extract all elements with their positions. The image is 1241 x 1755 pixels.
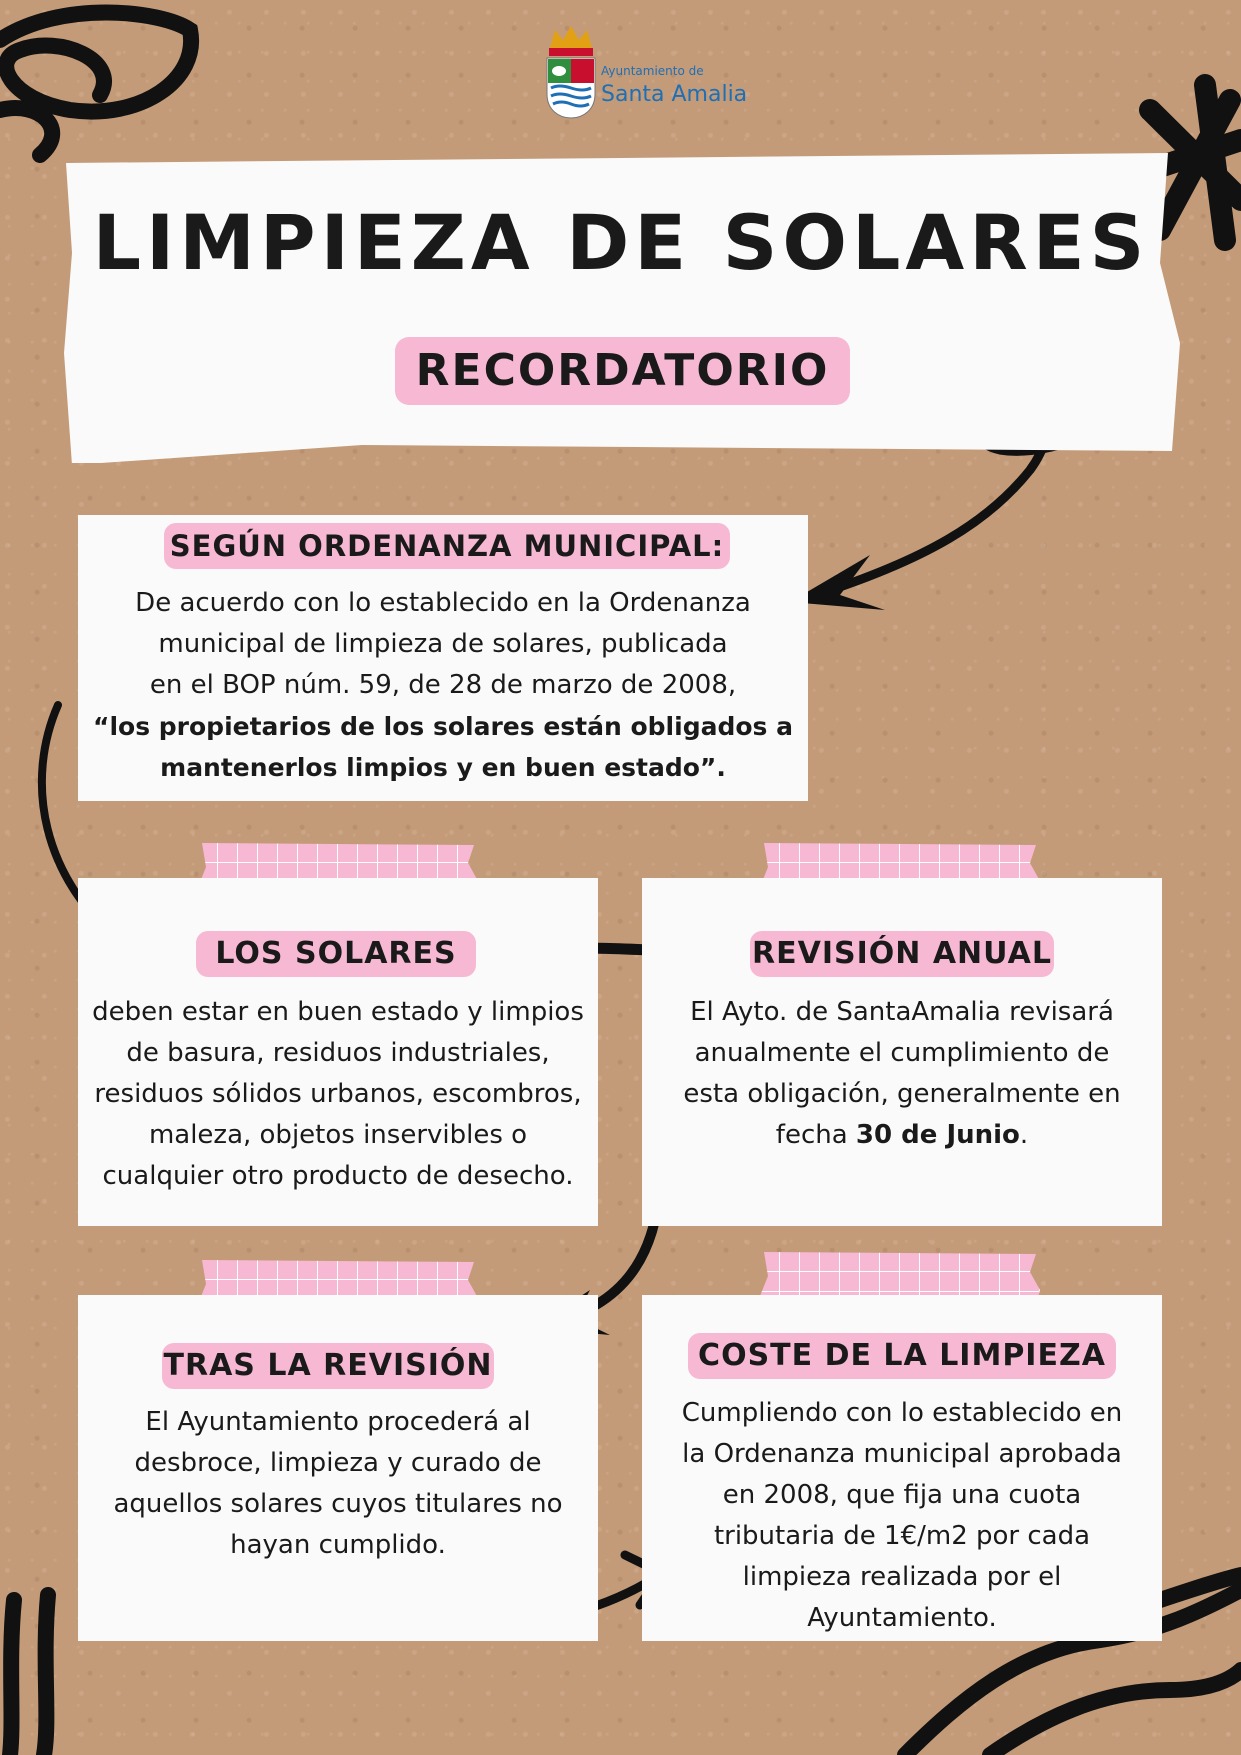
tras-line: El Ayuntamiento procederá al: [145, 1407, 531, 1437]
revision-date: 30 de Junio: [855, 1120, 1020, 1150]
ordenanza-text: [78, 583, 808, 788]
card-revision-anual: [642, 878, 1162, 1226]
coste-line: Ayuntamiento.: [807, 1603, 997, 1633]
card-tras-la-revision: [78, 1295, 598, 1641]
coste-line: tributaria de 1€/m2 por cada: [713, 1521, 1091, 1551]
coste-text: [642, 1393, 1162, 1639]
coste-line: en 2008, que fija una cuota: [722, 1480, 1082, 1510]
solares-line: cualquier otro producto de desecho.: [102, 1161, 574, 1191]
tras-line: hayan cumplido.: [230, 1530, 446, 1560]
solares-heading: LOS SOLARES: [196, 931, 476, 977]
revision-line: anualmente el cumplimiento de: [694, 1038, 1110, 1068]
logo-town-name: Santa Amalia: [601, 82, 748, 107]
revision-heading: REVISIÓN ANUAL: [750, 931, 1054, 977]
ordenanza-line: en el BOP núm. 59, de 28 de marzo de 2008,: [149, 670, 737, 700]
revision-text: [642, 992, 1162, 1156]
tras-heading: TRAS LA REVISIÓN: [162, 1343, 494, 1389]
ordenanza-heading: SEGÚN ORDENANZA MUNICIPAL:: [164, 523, 730, 569]
card-los-solares: [78, 878, 598, 1226]
page-subtitle: RECORDATORIO: [395, 337, 850, 405]
coste-line: la Ordenanza municipal aprobada: [682, 1439, 1122, 1469]
solares-line: deben estar en buen estado y limpios: [92, 997, 584, 1027]
tras-line: desbroce, limpieza y curado de: [134, 1448, 542, 1478]
tras-line: aquellos solares cuyos titulares no: [113, 1489, 563, 1519]
card-ordenanza: [78, 515, 808, 801]
ordenanza-quote-line: mantenerlos limpios y en buen estado”.: [160, 753, 726, 782]
solares-line: maleza, objetos inservibles o: [148, 1120, 528, 1150]
swirl-top-left-icon: [0, 13, 191, 156]
revision-date-prefix: fecha: [775, 1120, 856, 1150]
municipal-logo: [543, 24, 753, 120]
ordenanza-line: De acuerdo con lo establecido en la Ordenanza: [135, 588, 751, 618]
ordenanza-quote-line: “los propietarios de los solares están obligados a: [93, 712, 793, 741]
card-coste-de-la-limpieza: [642, 1295, 1162, 1641]
revision-line: esta obligación, generalmente en: [683, 1079, 1121, 1109]
revision-date-suffix: .: [1019, 1120, 1029, 1150]
page-title: LIMPIEZA DE SOLARES: [92, 198, 1150, 287]
title-banner: [62, 153, 1180, 463]
coste-heading: COSTE DE LA LIMPIEZA: [688, 1333, 1116, 1379]
revision-line: El Ayto. de SantaAmalia revisará: [690, 997, 1114, 1027]
logo-caption: Ayuntamiento de: [601, 64, 704, 78]
solares-line: residuos sólidos urbanos, escombros,: [94, 1079, 582, 1109]
tras-text: [78, 1402, 598, 1566]
stripes-bottom-left-icon: [10, 1595, 48, 1755]
solares-text: [78, 992, 598, 1197]
revision-line: [642, 1115, 1162, 1156]
solares-line: de basura, residuos industriales,: [126, 1038, 550, 1068]
ordenanza-line: municipal de limpieza de solares, publicada: [158, 629, 728, 659]
coste-line: Cumpliendo con lo establecido en: [681, 1398, 1123, 1428]
coat-of-arms-icon: [543, 24, 599, 120]
coste-line: limpieza realizada por el: [742, 1562, 1062, 1592]
